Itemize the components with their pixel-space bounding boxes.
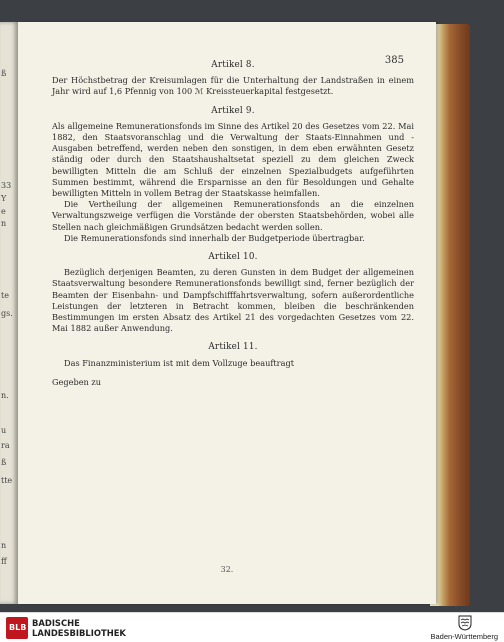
- page-text: [52, 52, 414, 388]
- logo-abbreviation: BLB: [9, 623, 27, 632]
- book-cover-edge: [430, 24, 470, 606]
- edge-mark: n: [1, 541, 7, 550]
- library-name-line2: LANDESBIBLIOTHEK: [32, 628, 126, 638]
- edge-mark: ra: [1, 441, 10, 450]
- article-paragraph: Die Remunerationsfonds sind innerhalb der Budgetperiode übertragbar.: [64, 232, 365, 243]
- article-heading: Artikel 10.: [208, 252, 258, 263]
- library-name[interactable]: [32, 618, 126, 638]
- article-paragraph: Bezüglich derjenigen Beamten, zu deren Gunsten in dem Budget der allgemeinen Staatsverwaltung besondere Remunerationsfonds bewilligt sind, ferner bezüglich der Beamten der Eisenbahn- und Dampfschifffahrtsverwaltung, sofern außerordentliche Leistungen der letzteren in Betracht kommen, bleiben die beschränkenden Bestimmungen im ersten Absatz des Artikel 21 des vorgedachten Gesetzes vom 22. Mai 1882 außer Anwendung.: [52, 267, 414, 334]
- viewer-footer: [0, 612, 504, 642]
- library-logo-icon[interactable]: [6, 617, 28, 639]
- article-heading: Artikel 8.: [211, 60, 255, 70]
- edge-mark: n: [1, 219, 7, 228]
- edge-mark: n.: [1, 391, 9, 400]
- edge-mark: ff: [1, 557, 7, 566]
- edge-mark: 33: [1, 181, 12, 190]
- state-name: Baden-Württemberg: [430, 632, 498, 641]
- closing-line: Gegeben zu: [52, 376, 102, 387]
- edge-mark: tte: [1, 476, 13, 485]
- article-paragraph: Das Finanzministerium ist mit dem Vollzuge beauftragt: [64, 357, 295, 368]
- state-crest-icon: [458, 615, 472, 631]
- edge-mark: ß: [1, 69, 7, 78]
- article-paragraph: Die Vertheilung der allgemeinen Remunerationsfonds an die einzelnen Verwaltungszweige verfügen die Vorstände der obersten Staatsbehörden, wobei alle Stellen nach gleichmäßigen Grundsätzen bedacht werden sollen.: [52, 199, 414, 232]
- edge-mark: u: [1, 426, 7, 435]
- edge-mark: Y: [1, 194, 7, 203]
- article-paragraph: Der Höchstbetrag der Kreisumlagen für die Unterhaltung der Landstraßen in einem Jahr wird auf 1,6 Pfennig von 100 ℳ Kreissteuerkapital festgesetzt.: [52, 75, 414, 97]
- edge-mark: gs.: [1, 309, 13, 318]
- article-heading: Artikel 11.: [208, 342, 258, 353]
- library-name-line1: BADISCHE: [32, 618, 80, 628]
- previous-page-marks: [1, 22, 17, 604]
- edge-mark: ß: [1, 458, 7, 467]
- edge-mark: te: [1, 291, 9, 300]
- book-page: [18, 22, 436, 604]
- page-number: 385: [384, 55, 404, 66]
- edge-mark: e: [1, 207, 6, 216]
- previous-page-edge: [0, 22, 18, 604]
- article-heading: Artikel 9.: [211, 105, 255, 116]
- article-paragraph: Als allgemeine Remunerationsfonds im Sinne des Artikel 20 des Gesetzes vom 22. Mai 1882, den Staatsvoranschlag und die Verwaltung der Staats-Einnahmen und -Ausgaben betreffend, werden neben den sonstigen, in dem eben erwähnten Gesetz ständig oder durch den Staatshaushaltsetat speziell zu dem gleichen Zweck bewilligten Mitteln die am Schluß der einzelnen Spezialbudgets aufgeführten Summen bestimmt, während die Ersparnisse an den für Besoldungen und Gehalte bewilligten Mitteln in vollem Betrag der Staatskasse heimfallen.: [52, 120, 414, 199]
- signature-number: 32.: [220, 565, 234, 574]
